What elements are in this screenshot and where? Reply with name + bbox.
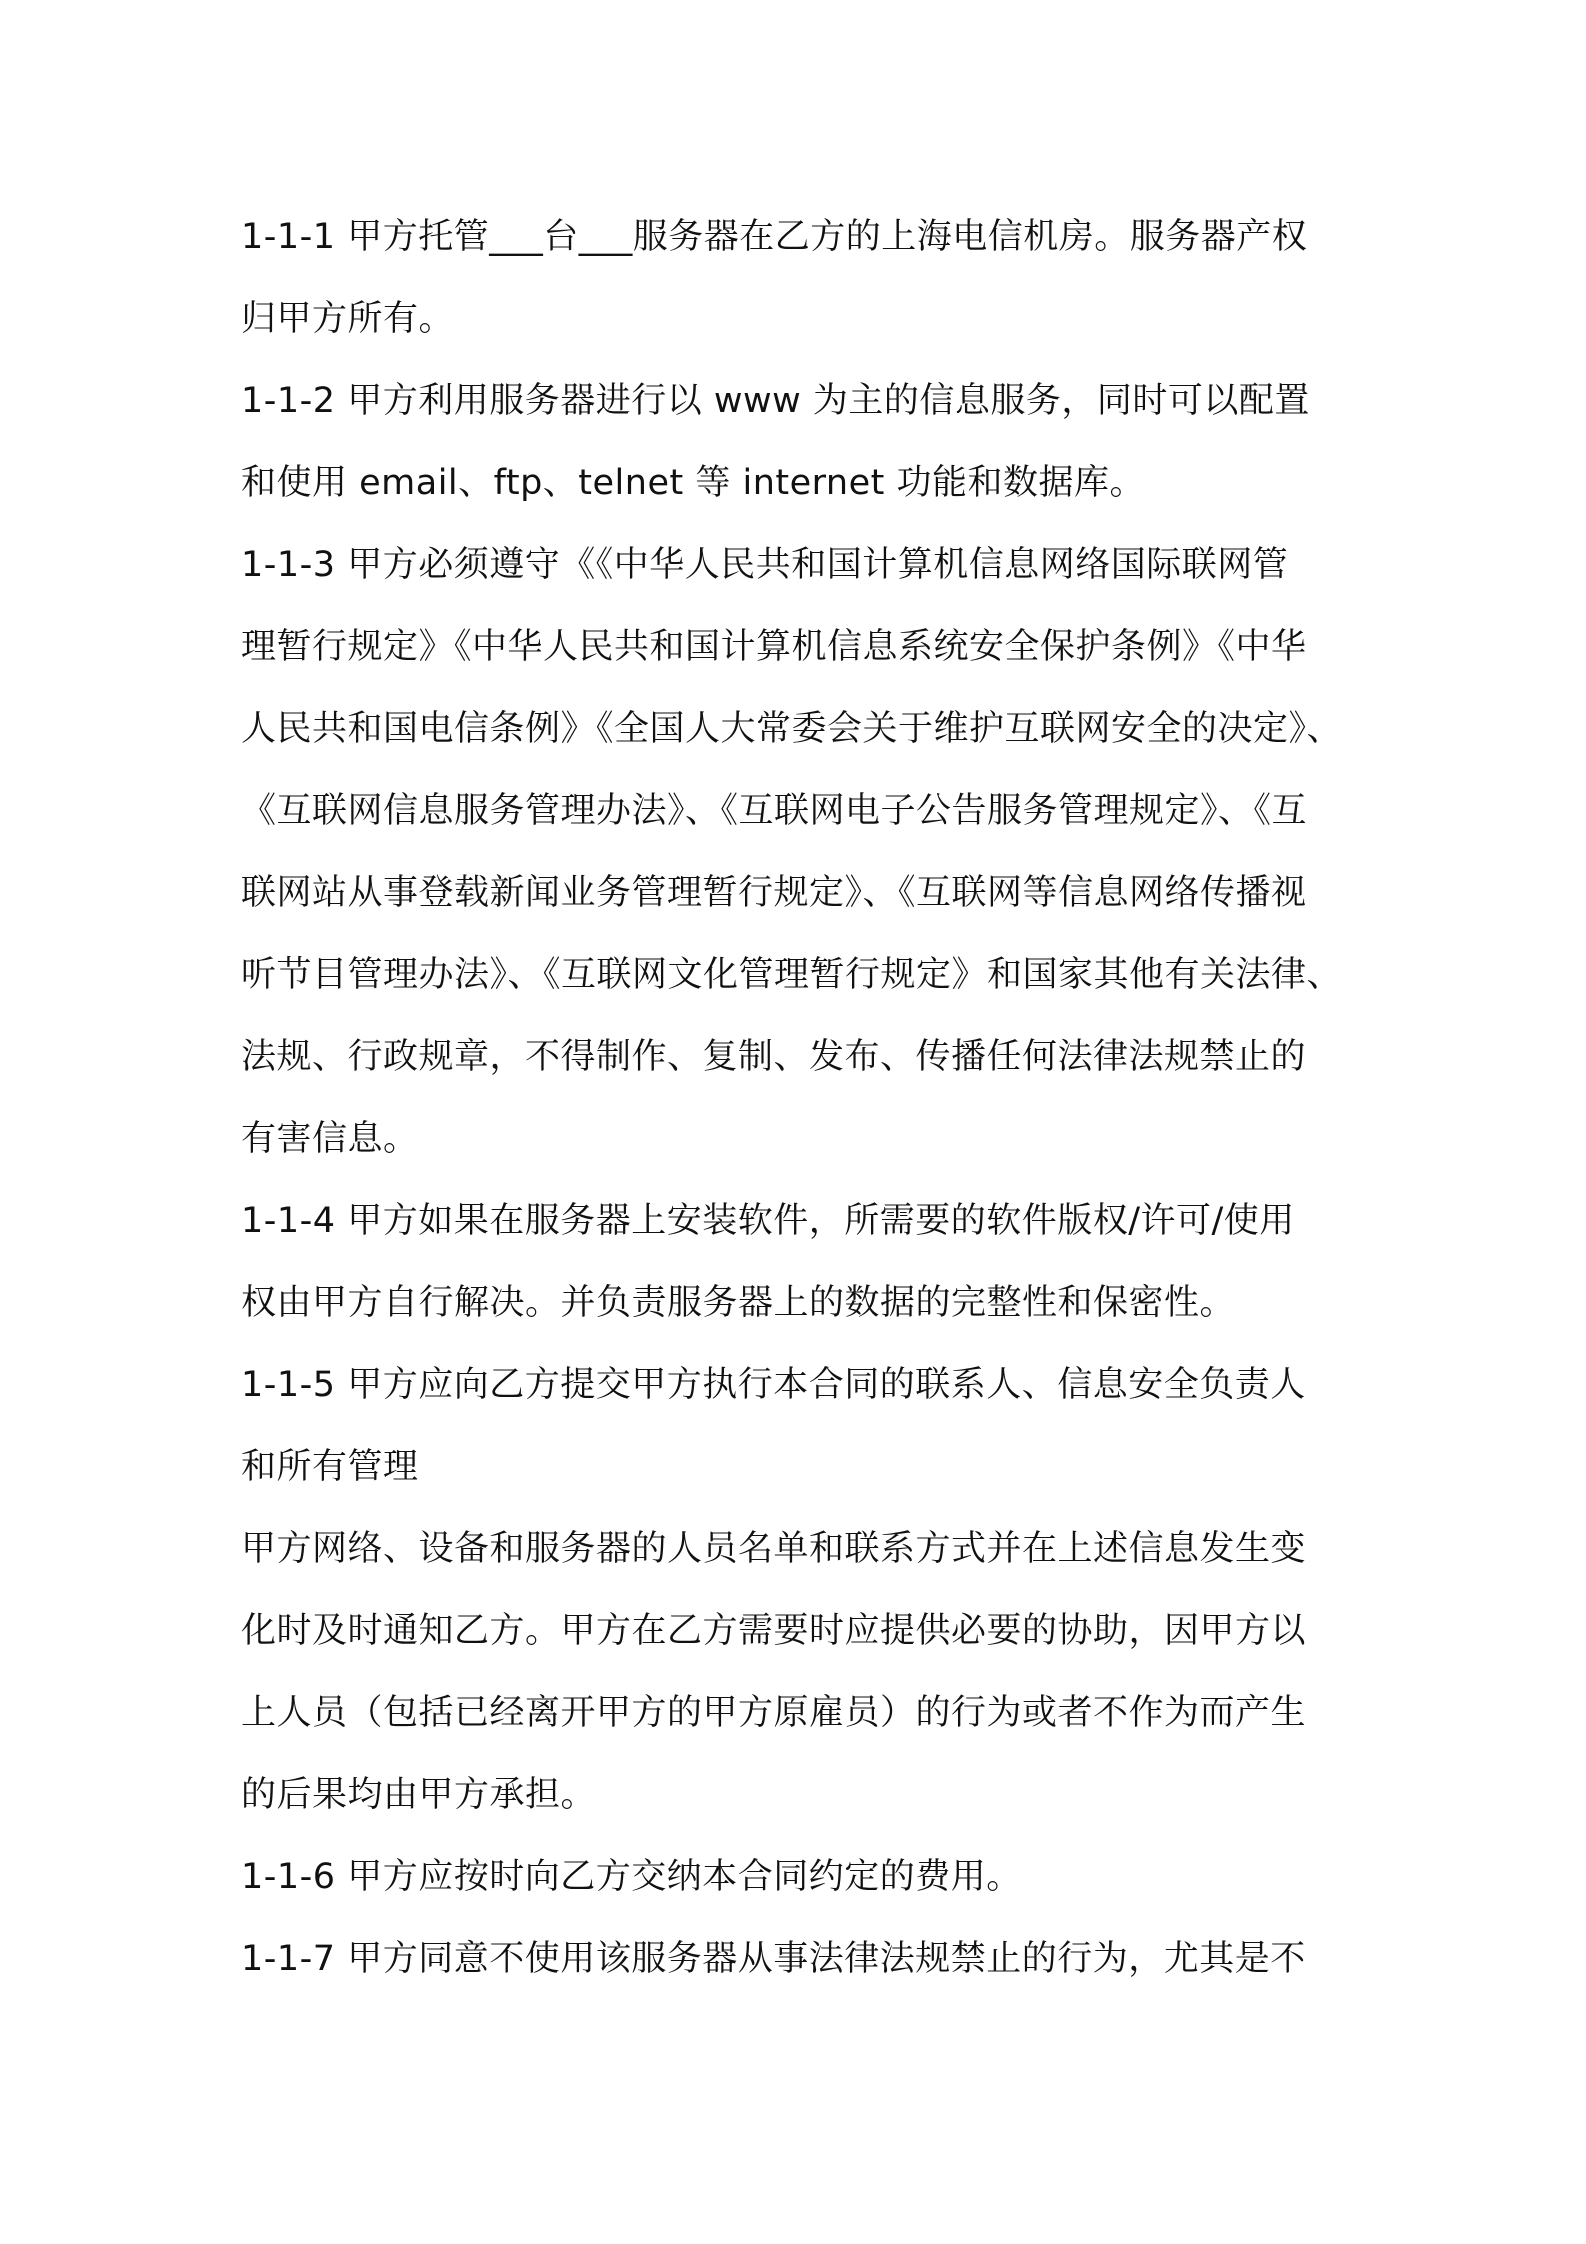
clause-line: 的后果均由甲方承担。 <box>241 1775 597 1815</box>
clause-line: 法规、行政规章，不得制作、复制、发布、传播任何法律法规禁止的 <box>241 1037 1307 1077</box>
clause-1-1-4 <box>241 1180 1361 1344</box>
clause-line: 权由甲方自行解决。并负责服务器上的数据的完整性和保密性。 <box>241 1283 1236 1323</box>
clause-line: 1-1-2 甲方利用服务器进行以 www 为主的信息服务，同时可以配置 <box>241 381 1310 421</box>
clause-line: 和使用 email、ftp、telnet 等 internet 功能和数据库。 <box>241 463 1145 503</box>
clause-line: 听节目管理办法》、《互联网文化管理暂行规定》和国家其他有关法律、 <box>241 955 1343 995</box>
clause-line: 有害信息。 <box>241 1119 419 1159</box>
clause-line: 1-1-5 甲方应向乙方提交甲方执行本合同的联系人、信息安全负责人 <box>241 1365 1306 1405</box>
clause-line: 上人员（包括已经离开甲方的甲方原雇员）的行为或者不作为而产生 <box>241 1693 1307 1733</box>
clause-line: 1-1-4 甲方如果在服务器上安装软件，所需要的软件版权/许可/使用 <box>241 1201 1295 1241</box>
clause-line: 1-1-7 甲方同意不使用该服务器从事法律法规禁止的行为，尤其是不 <box>241 1939 1306 1979</box>
clause-1-1-5 <box>241 1344 1361 1836</box>
clause-line: 和所有管理 <box>241 1447 419 1487</box>
clause-line: 《互联网信息服务管理办法》、《互联网电子公告服务管理规定》、《互 <box>241 791 1308 831</box>
clause-1-1-2 <box>241 360 1361 524</box>
clause-line: 归甲方所有。 <box>241 299 455 339</box>
clause-line: 1-1-6 甲方应按时向乙方交纳本合同约定的费用。 <box>241 1857 1022 1897</box>
clause-line: 甲方网络、设备和服务器的人员名单和联系方式并在上述信息发生变 <box>241 1529 1307 1569</box>
clause-line: 1-1-1 甲方托管___台___服务器在乙方的上海电信机房。服务器产权 <box>241 217 1308 257</box>
clause-line: 理暂行规定》《中华人民共和国计算机信息系统安全保护条例》《中华 <box>241 627 1307 667</box>
clause-line: 1-1-3 甲方必须遵守《《中华人民共和国计算机信息网络国际联网管 <box>241 545 1289 585</box>
clause-line: 联网站从事登载新闻业务管理暂行规定》、《互联网等信息网络传播视 <box>241 873 1307 913</box>
clause-1-1-1 <box>241 196 1361 360</box>
clause-1-1-7 <box>241 1918 1361 2000</box>
clause-1-1-6 <box>241 1836 1361 1918</box>
document-body <box>241 196 1361 2000</box>
clause-1-1-3 <box>241 524 1361 1180</box>
clause-line: 化时及时通知乙方。甲方在乙方需要时应提供必要的协助，因甲方以 <box>241 1611 1307 1651</box>
clause-line: 人民共和国电信条例》《全国人大常委会关于维护互联网安全的决定》、 <box>241 709 1343 749</box>
